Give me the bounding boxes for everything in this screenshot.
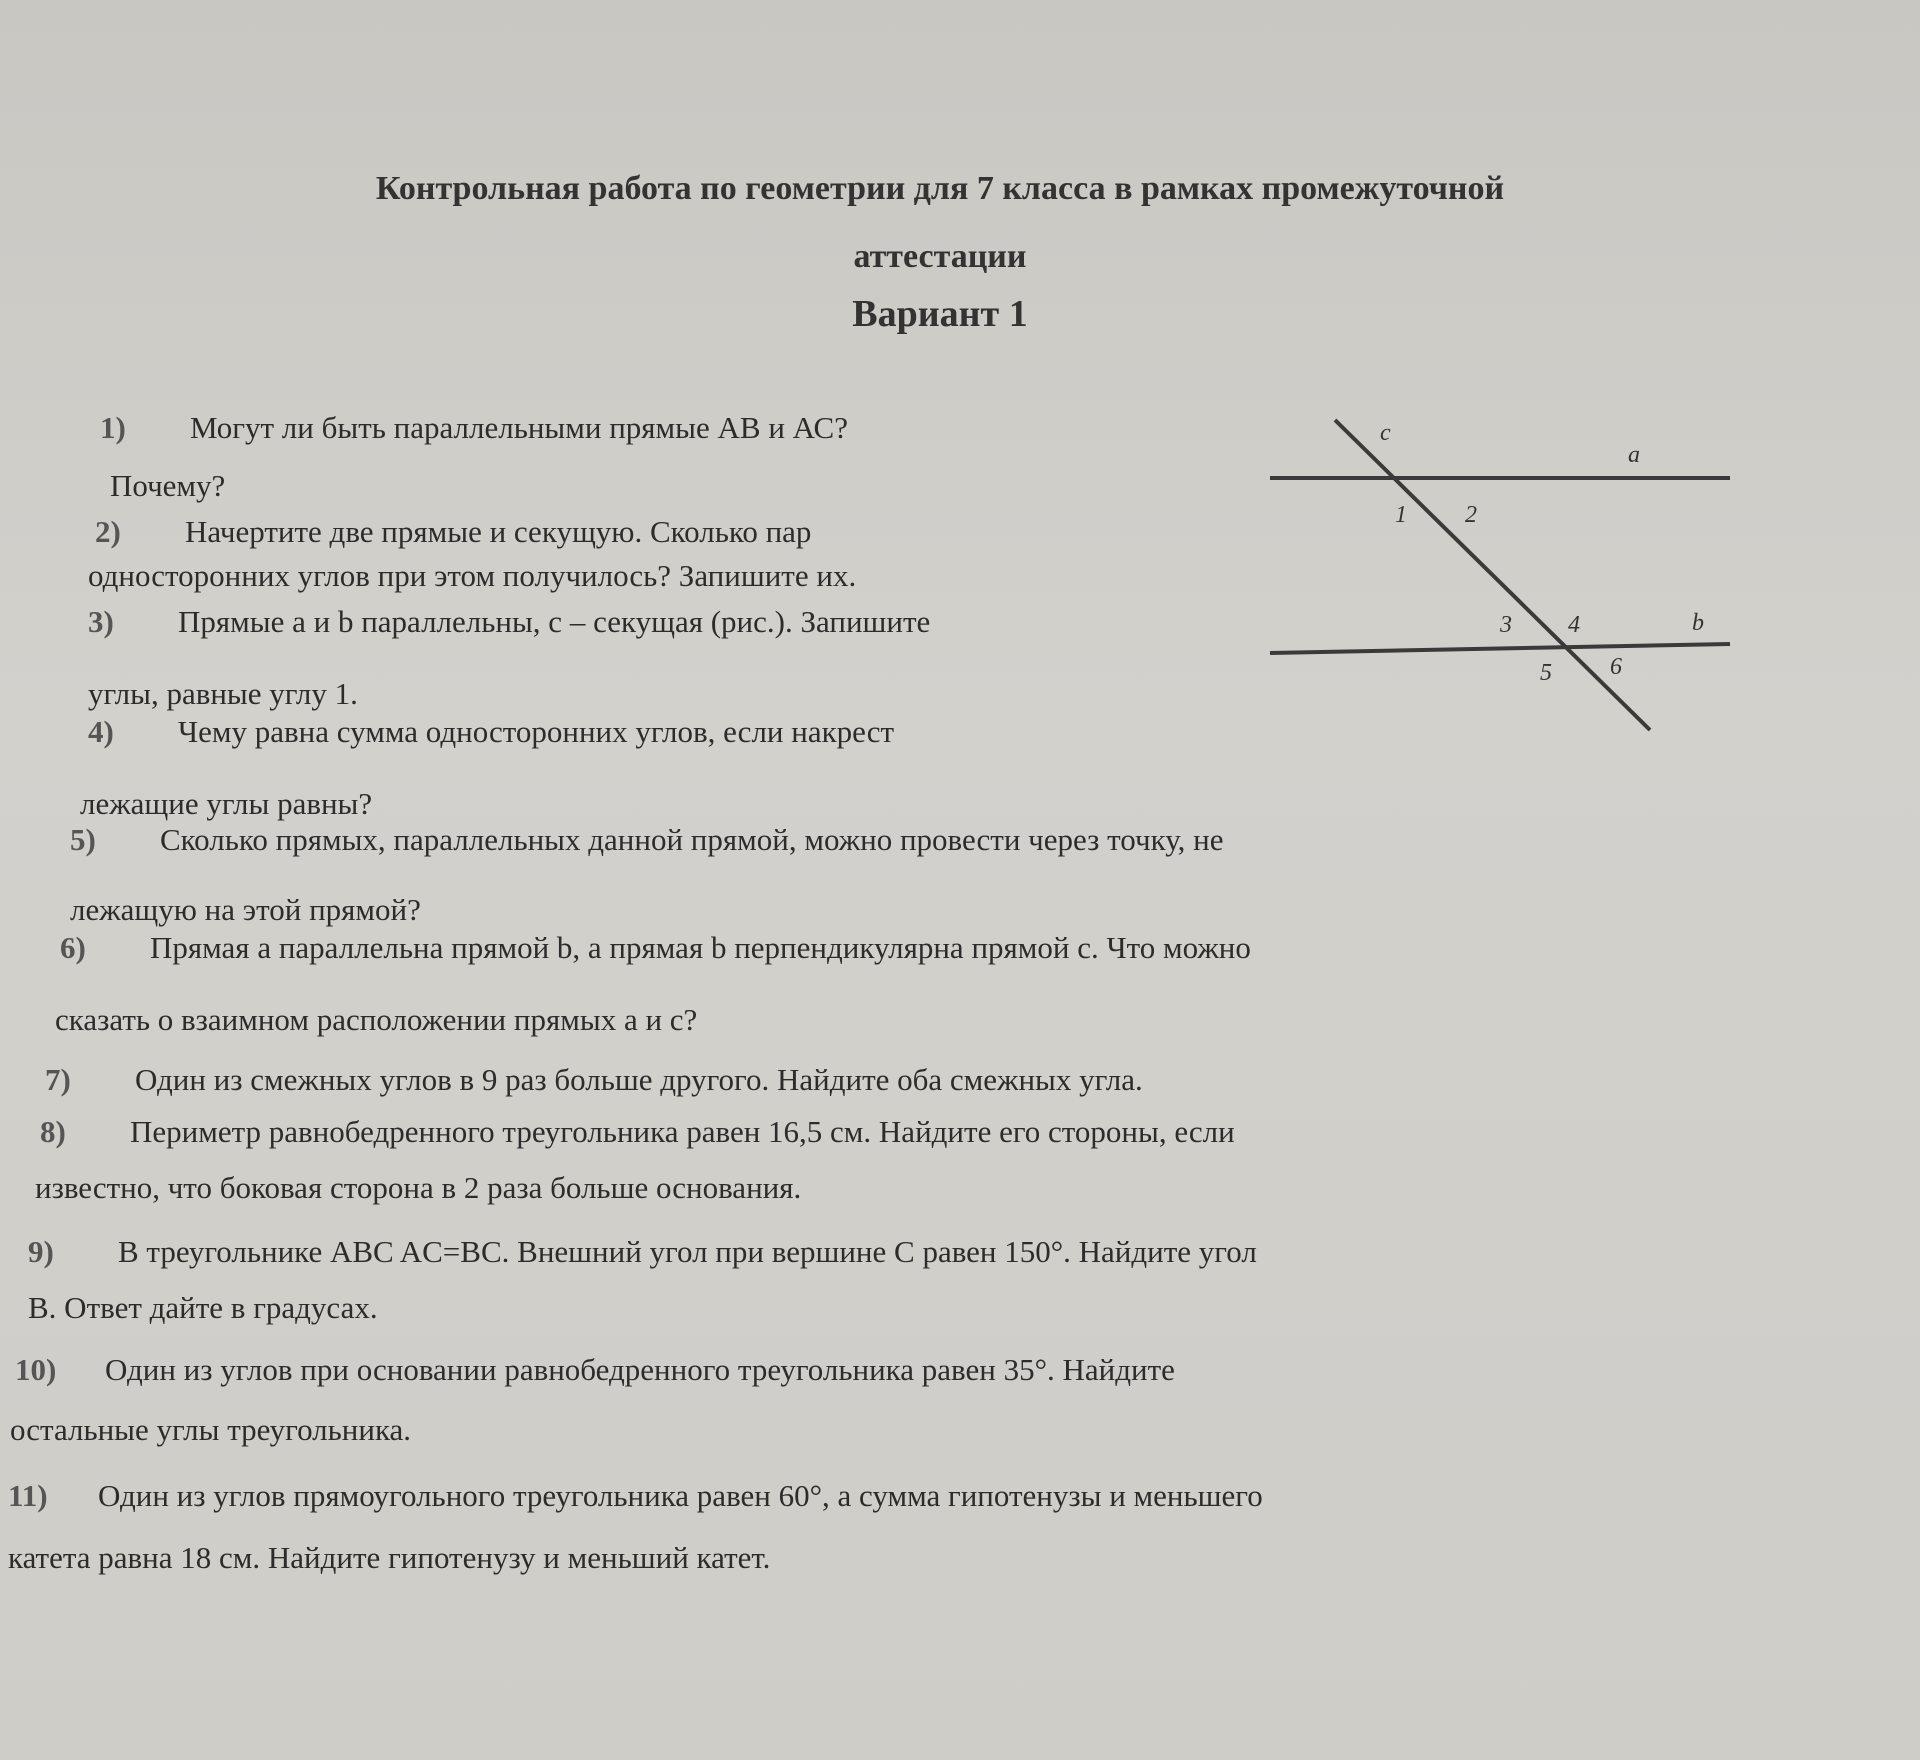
line-c-transversal — [1335, 420, 1650, 730]
variant-heading: Вариант 1 — [852, 293, 1028, 335]
line-b — [1270, 644, 1730, 653]
angle-label-5: 5 — [1540, 660, 1552, 686]
question-8-continued: известно, что боковая сторона в 2 раза больше основания. — [35, 1170, 802, 1205]
angle-label-4: 4 — [1568, 612, 1580, 638]
angle-label-3: 3 — [1500, 612, 1512, 638]
question-2-continued: односторонних углов при этом получилось? Запишите их. — [88, 558, 857, 593]
question-number: 2) — [95, 514, 121, 549]
angle-label-6: 6 — [1610, 654, 1622, 680]
question-number: 5) — [70, 822, 96, 857]
question-6-continued: сказать о взаимном расположении прямых a и c? — [55, 1002, 698, 1037]
question-4-continued: лежащие углы равны? — [80, 786, 373, 821]
question-text: Чему равна сумма односторонних углов, если накрест — [178, 714, 894, 749]
question-text: Один из смежных углов в 9 раз больше другого. Найдите оба смежных угла. — [135, 1062, 1143, 1097]
angle-label-2: 2 — [1465, 502, 1477, 528]
page-title-line1: Контрольная работа по геометрии для 7 класса в рамках промежуточной — [375, 170, 1505, 207]
question-11 — [8, 1476, 1263, 1516]
question-number: 6) — [60, 930, 86, 965]
question-number: 8) — [40, 1114, 66, 1149]
question-5 — [70, 820, 1223, 860]
question-7 — [45, 1060, 1143, 1100]
question-text: Прямые a и b параллельны, c – секущая (рис.). Запишите — [178, 604, 931, 639]
question-10-continued: остальные углы треугольника. — [10, 1412, 412, 1447]
question-text: Один из углов при основании равнобедренного треугольника равен 35°. Найдите — [105, 1352, 1175, 1387]
question-8 — [40, 1112, 1235, 1152]
question-text: Прямая a параллельна прямой b, а прямая b перпендикулярна прямой c. Что можно — [150, 930, 1251, 965]
question-text: Один из углов прямоугольного треугольника равен 60°, а сумма гипотенузы и меньшего — [98, 1478, 1263, 1513]
question-number: 7) — [45, 1062, 71, 1097]
label-a: a — [1628, 442, 1640, 468]
page-title-line2: аттестации — [853, 238, 1027, 275]
question-6 — [60, 928, 1251, 968]
question-number: 9) — [28, 1234, 54, 1269]
question-1-continued: Почему? — [110, 468, 226, 503]
question-text: Могут ли быть параллельными прямые АВ и АС? — [190, 410, 848, 445]
question-9 — [28, 1232, 1257, 1272]
label-b: b — [1692, 610, 1704, 636]
question-4 — [88, 712, 894, 752]
question-10 — [15, 1350, 1175, 1390]
question-number: 4) — [88, 714, 114, 749]
question-2 — [95, 512, 811, 552]
question-3 — [88, 602, 930, 642]
question-9-continued: B. Ответ дайте в градусах. — [28, 1290, 378, 1325]
question-text: Сколько прямых, параллельных данной прямой, можно провести через точку, не — [160, 822, 1224, 857]
question-1 — [100, 408, 848, 448]
question-text: Периметр равнобедренного треугольника равен 16,5 см. Найдите его стороны, если — [130, 1114, 1235, 1149]
label-c: c — [1380, 420, 1391, 446]
question-text: В треугольнике ABC AC=BC. Внешний угол при вершине C равен 150°. Найдите угол — [118, 1234, 1257, 1269]
question-3-continued: углы, равные углу 1. — [88, 676, 358, 711]
question-11-continued: катета равна 18 см. Найдите гипотенузу и меньший катет. — [8, 1540, 771, 1575]
question-number: 3) — [88, 604, 114, 639]
question-number: 1) — [100, 410, 126, 445]
question-5-continued: лежащую на этой прямой? — [70, 892, 421, 927]
angle-label-1: 1 — [1395, 502, 1407, 528]
question-number: 11) — [8, 1478, 48, 1513]
question-number: 10) — [15, 1352, 57, 1387]
question-text: Начертите две прямые и секущую. Сколько пар — [185, 514, 812, 549]
parallel-lines-figure — [1260, 410, 1740, 740]
